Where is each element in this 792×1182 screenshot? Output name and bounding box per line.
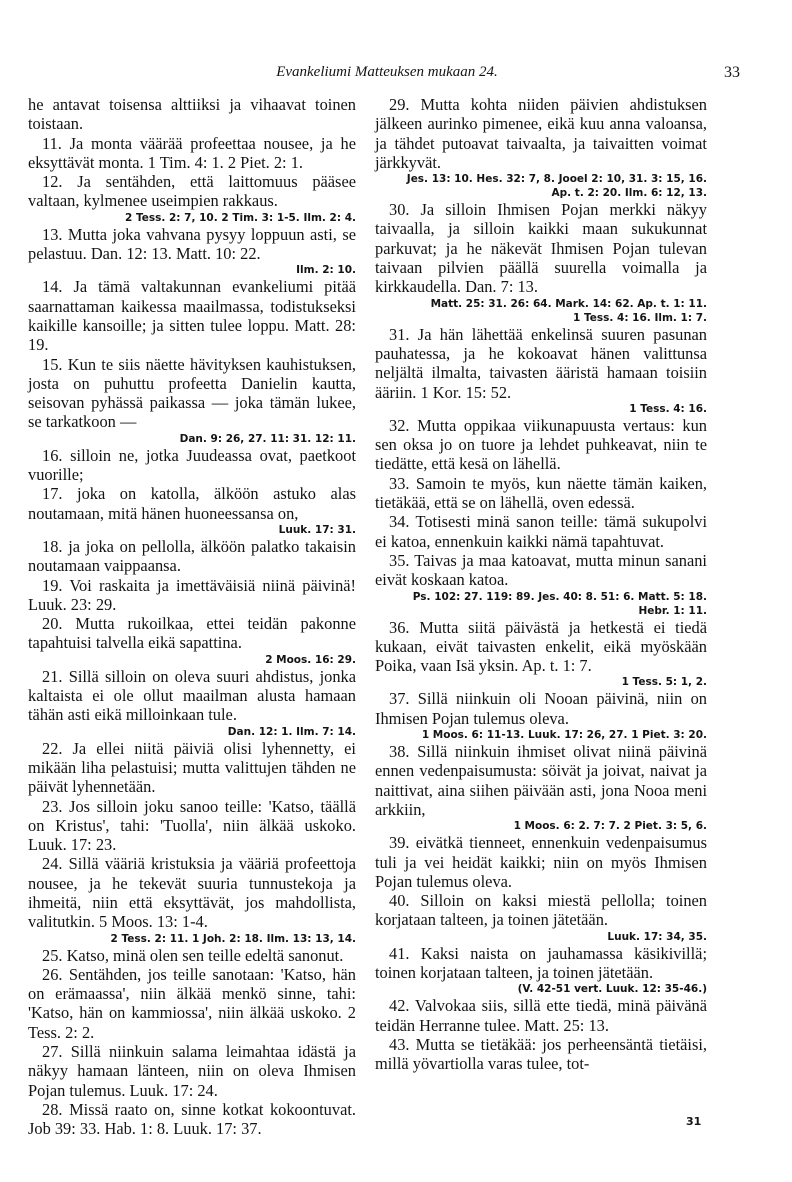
verse-paragraph: 23. Jos silloin joku sanoo teille: 'Katso, täällä on Kristus', tahi: 'Tuolla', niin älkää uskoko. Luuk. 17: 23. bbox=[28, 796, 356, 855]
verse-paragraph: 14. Ja tämä valtakunnan evankeliumi pitää saarnattaman kaikessa maailmassa, todistukseksi kaikille kansoille; ja sitten tulee loppu. Matt. 28: 19. bbox=[28, 277, 356, 355]
verse-paragraph: 42. Valvokaa siis, sillä ette tiedä, minä päivänä teidän Herranne tulee. Matt. 25: 13. bbox=[375, 996, 707, 1035]
verse-paragraph: 12. Ja sentähden, että laittomuus pääsee valtaan, kylmenee useimpien rakkaus. bbox=[28, 172, 356, 211]
verse-paragraph: 37. Sillä niinkuin oli Nooan päivinä, niin on Ihmisen Pojan tulemus oleva. bbox=[375, 689, 707, 728]
verse-paragraph: 17. joka on katolla, älköön astuko alas noutamaan, mitä hänen huoneessansa on, bbox=[28, 484, 356, 523]
page-number: 33 bbox=[724, 64, 740, 81]
verse-paragraph: 15. Kun te siis näette hävityksen kauhistuksen, josta on puhuttu profeetta Danielin kautta, seisovan pyhässä paikassa — joka tämän lukee, se tarkatkoon — bbox=[28, 354, 356, 432]
cross-reference: Dan. 9: 26, 27. 11: 31. 12: 11. bbox=[179, 432, 356, 445]
verse-paragraph: 33. Samoin te myös, kun näette tämän kaiken, tietäkää, että se on lähellä, oven edessä. bbox=[375, 473, 707, 513]
verse-paragraph: 35. Taivas ja maa katoavat, mutta minun sanani eivät koskaan katoa. bbox=[375, 550, 707, 590]
cross-reference: Matt. 25: 31. 26: 64. Mark. 14: 62. Ap. t. 1: 11. bbox=[430, 297, 707, 310]
verse-paragraph: 26. Sentähden, jos teille sanotaan: 'Katso, hän on erämaassa', niin älkää menkö sinne, tahi: 'Katso, hän on kammiossa', niin älkää uskoko. 2 Tess. 2: 2. bbox=[28, 964, 356, 1042]
verse-paragraph: 40. Silloin on kaksi miestä pellolla; toinen korjataan talteen, ja toinen jätetään. bbox=[375, 891, 707, 930]
cross-reference: Ilm. 2: 10. bbox=[296, 264, 356, 277]
verse-paragraph: 38. Sillä niinkuin ihmiset olivat niinä päivinä ennen vedenpaisumusta: söivät ja joivat, naivat ja naittivat, aina siihen päivään asti, jona Nooa meni arkkiin, bbox=[375, 742, 707, 819]
verse-paragraph: 20. Mutta rukoilkaa, ettei teidän pakonne tapahtuisi talvella eikä sapattina. bbox=[28, 614, 356, 653]
cross-reference: Dan. 12: 1. Ilm. 7: 14. bbox=[227, 725, 356, 738]
cross-reference: 1 Tess. 5: 1, 2. bbox=[621, 676, 707, 689]
cross-reference: Luuk. 17: 31. bbox=[278, 523, 356, 536]
cross-reference: 1 Moos. 6: 11-13. Luuk. 17: 26, 27. 1 Piet. 3: 20. bbox=[421, 729, 707, 742]
cross-reference: 2 Tess. 2: 7, 10. 2 Tim. 3: 1-5. Ilm. 2: 4. bbox=[125, 211, 356, 224]
cross-reference: 1 Tess. 4: 16. Ilm. 1: 7. bbox=[573, 311, 707, 324]
cross-reference: Hebr. 1: 11. bbox=[638, 604, 707, 617]
verse-paragraph: 16. silloin ne, jotka Juudeassa ovat, paetkoot vuorille; bbox=[28, 445, 356, 485]
page-header bbox=[34, 64, 740, 88]
running-title: Evankeliumi Matteuksen mukaan 24. bbox=[276, 64, 498, 80]
verse-paragraph: 22. Ja ellei niitä päiviä olisi lyhennetty, ei mikään liha pelastuisi; mutta valittujen tähden ne päivät lyhennetään. bbox=[28, 738, 356, 797]
verse-paragraph: 29. Mutta kohta niiden päivien ahdistuksen jälkeen aurinko pimenee, eikä kuu anna valoansa, ja tähdet putoavat taivaalta, ja taivaitten voimat järkkyvät. bbox=[375, 95, 707, 172]
verse-paragraph: 25. Katso, minä olen sen teille edeltä sanonut. bbox=[42, 945, 344, 965]
cross-reference: Ps. 102: 27. 119: 89. Jes. 40: 8. 51: 6. Matt. 5: 18. bbox=[412, 590, 707, 603]
verse-paragraph: 30. Ja silloin Ihmisen Pojan merkki näkyy taivaalla, ja silloin kaikki maan sukukunnat parkuvat; ja he näkevät Ihmisen Pojan tulevan taivaan pilvien päällä suurella voimalla ja kirkkaudella. Dan. 7: 13. bbox=[375, 200, 707, 297]
cross-reference: 1 Moos. 6: 2. 7: 7. 2 Piet. 3: 5, 6. bbox=[513, 820, 707, 833]
verse-paragraph: 43. Mutta se tietäkää: jos perheensäntä tietäisi, millä yövartiolla varas tulee, tot- bbox=[375, 1034, 707, 1074]
printer-signature: 31 bbox=[686, 1115, 702, 1128]
verse-paragraph: 27. Sillä niinkuin salama leimahtaa idästä ja näkyy hamaan länteen, niin on oleva Ihmisen Pojan tulemus. Luuk. 17: 24. bbox=[28, 1042, 356, 1100]
text-paragraph: he antavat toisensa alttiiksi ja vihaavat toinen toistaan. bbox=[28, 95, 356, 134]
cross-reference: Luuk. 17: 34, 35. bbox=[607, 930, 707, 943]
verse-paragraph: 28. Missä raato on, sinne kotkat kokoontuvat. Job 39: 33. Hab. 1: 8. Luuk. 17: 37. bbox=[28, 1099, 356, 1139]
verse-paragraph: 31. Ja hän lähettää enkelinsä suuren pasunan pauhatessa, ja he kokoavat hänen valittunsa neljältä ilmalta, taivasten ääristä hamaan toisiin ääriin. 1 Kor. 15: 52. bbox=[375, 324, 707, 402]
verse-paragraph: 41. Kaksi naista on jauhamassa käsikivillä; toinen korjataan talteen, ja toinen jätetään. bbox=[375, 943, 707, 982]
verse-paragraph: 34. Totisesti minä sanon teille: tämä sukupolvi ei katoa, ennenkuin kaikki nämä tapahtuvat. bbox=[375, 512, 707, 551]
verse-paragraph: 19. Voi raskaita ja imettäväisiä niinä päivinä! Luuk. 23: 29. bbox=[28, 575, 356, 614]
verse-paragraph: 11. Ja monta väärää profeettaa nousee, ja he eksyttävät monta. 1 Tim. 4: 1. 2 Piet. 2: 1. bbox=[28, 133, 356, 172]
cross-reference: 2 Moos. 16: 29. bbox=[265, 653, 356, 666]
verse-paragraph: 36. Mutta siitä päivästä ja hetkestä ei tiedä kukaan, eivät taivasten enkelit, eikä myöskään Poika, vaan Isä yksin. Ap. t. 1: 7. bbox=[375, 617, 707, 676]
verse-paragraph: 32. Mutta oppikaa viikunapuusta vertaus: kun sen oksa jo on tuore ja lehdet puhkeavat, niin te tiedätte, että kesä on lähellä. bbox=[375, 415, 707, 474]
verse-paragraph: 39. eivätkä tienneet, ennenkuin vedenpaisumus tuli ja vei heidät kaikki; niin on myös Ihmisen Pojan tulemus oleva. bbox=[375, 833, 707, 891]
verse-paragraph: 24. Sillä vääriä kristuksia ja vääriä profeettoja nousee, ja he tekevät suuria tunnustekoja ja ihmeitä, niin että eksyttävät, jos mahdollista, valitutkin. 5 Moos. 13: 1-4. bbox=[28, 854, 356, 932]
cross-reference: Ap. t. 2: 20. Ilm. 6: 12, 13. bbox=[551, 187, 707, 200]
cross-reference: (V. 42-51 vert. Luuk. 12: 35-46.) bbox=[517, 983, 707, 996]
left-column bbox=[28, 95, 356, 1139]
cross-reference: 2 Tess. 2: 11. 1 Joh. 2: 18. Ilm. 13: 13, 14. bbox=[110, 932, 356, 945]
verse-paragraph: 18. ja joka on pellolla, älköön palatko takaisin noutamaan vaippaansa. bbox=[28, 536, 356, 576]
verse-paragraph: 13. Mutta joka vahvana pysyy loppuun asti, se pelastuu. Dan. 12: 13. Matt. 10: 22. bbox=[28, 224, 356, 264]
cross-reference: Jes. 13: 10. Hes. 32: 7, 8. Jooel 2: 10, 31. 3: 15, 16. bbox=[406, 173, 707, 186]
verse-paragraph: 21. Sillä silloin on oleva suuri ahdistus, jonka kaltaista ei ole ollut maailman alusta hamaan tähän asti eikä milloinkaan tule. bbox=[28, 666, 356, 725]
right-column bbox=[375, 95, 707, 1073]
cross-reference: 1 Tess. 4: 16. bbox=[629, 402, 707, 415]
